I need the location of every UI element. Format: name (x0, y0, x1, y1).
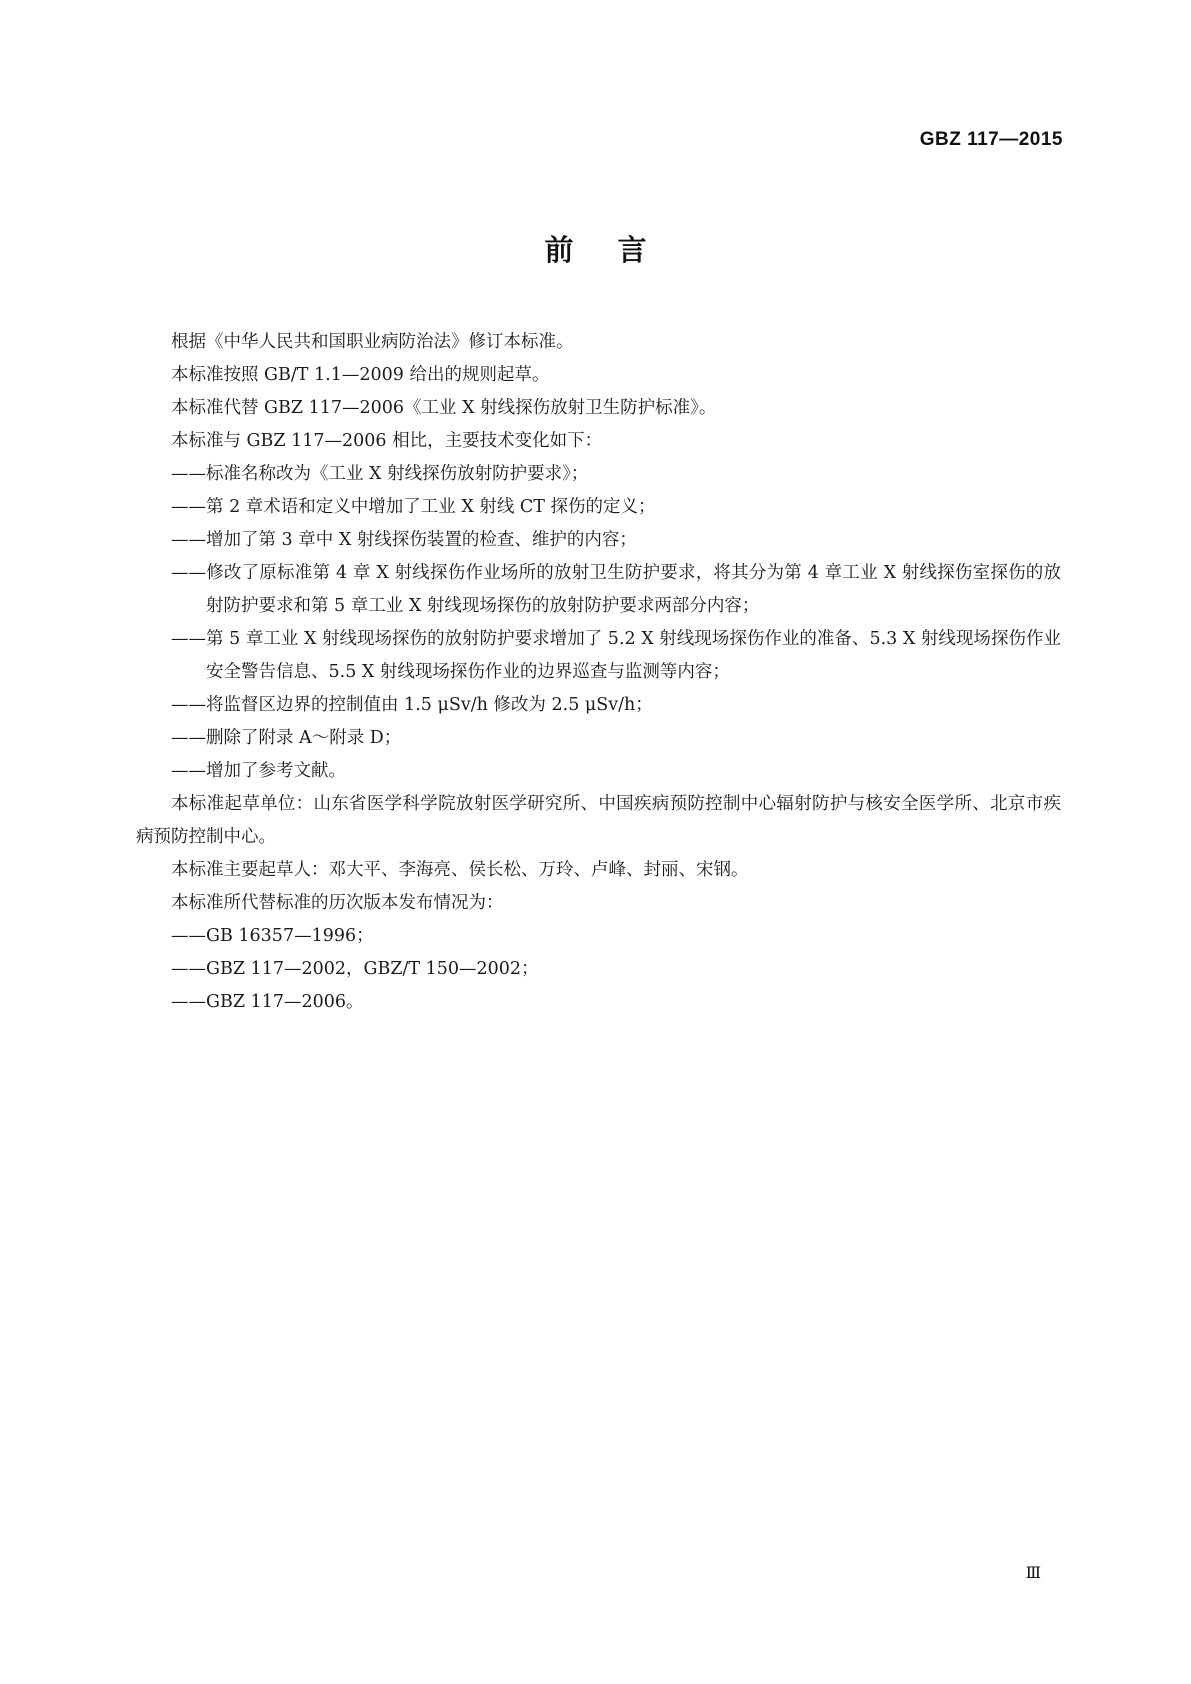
change-item: ——标准名称改为《工业 X 射线探伤放射防护要求》； (171, 464, 589, 484)
paragraph-basis: 根据《中华人民共和国职业病防治法》修订本标准。 (171, 332, 574, 352)
history-item: ——GBZ 117—2002，GBZ/T 150—2002； (171, 959, 539, 979)
change-item: ——第 5 章工业 X 射线现场探伤的放射防护要求增加了 5.2 X 射线现场探伤作业的准备、5.3 X 射线现场探伤作业安全警告信息、5.5 X 射线现场探伤作业的边界巡查与监测等内容； (171, 629, 1061, 682)
history-item: ——GB 16357—1996； (171, 926, 374, 946)
change-item: ——将监督区边界的控制值由 1.5 μSv/h 修改为 2.5 μSv/h； (171, 695, 653, 715)
change-item: ——修改了原标准第 4 章 X 射线探伤作业场所的放射卫生防护要求，将其分为第 4 章工业 X 射线探伤室探伤的放射防护要求和第 5 章工业 X 射线现场探伤的放射防护要求两部分内容； (171, 563, 1061, 616)
page-title: 前言 (544, 233, 691, 267)
change-item: ——增加了参考文献。 (171, 761, 346, 781)
history-item: ——GBZ 117—2006。 (171, 992, 364, 1012)
change-item: ——删除了附录 A～附录 D； (171, 728, 402, 748)
page-number: Ⅲ (1025, 1563, 1041, 1582)
paragraph-changes-intro: 本标准与 GBZ 117—2006 相比，主要技术变化如下： (171, 431, 603, 451)
paragraph-drafters: 本标准主要起草人：邓大平、李海亮、侯长松、万玲、卢峰、封丽、宋钢。 (171, 860, 749, 880)
paragraph-replaces: 本标准代替 GBZ 117—2006《工业 X 射线探伤放射卫生防护标准》。 (171, 398, 717, 418)
paragraph-drafting-units: 本标准起草单位：山东省医学科学院放射医学研究所、中国疾病预防控制中心辐射防护与核安全医学所、北京市疾病预防控制中心。 (136, 794, 1061, 847)
paragraph-drafting-rules: 本标准按照 GB/T 1.1—2009 给出的规则起草。 (171, 365, 550, 385)
change-item: ——第 2 章术语和定义中增加了工业 X 射线 CT 探伤的定义； (171, 497, 656, 517)
standard-code: GBZ 117—2015 (919, 129, 1063, 150)
paragraph-history-intro: 本标准所代替标准的历次版本发布情况为： (171, 893, 504, 913)
change-item: ——增加了第 3 章中 X 射线探伤装置的检查、维护的内容； (171, 530, 637, 550)
document-body (136, 326, 1061, 1019)
